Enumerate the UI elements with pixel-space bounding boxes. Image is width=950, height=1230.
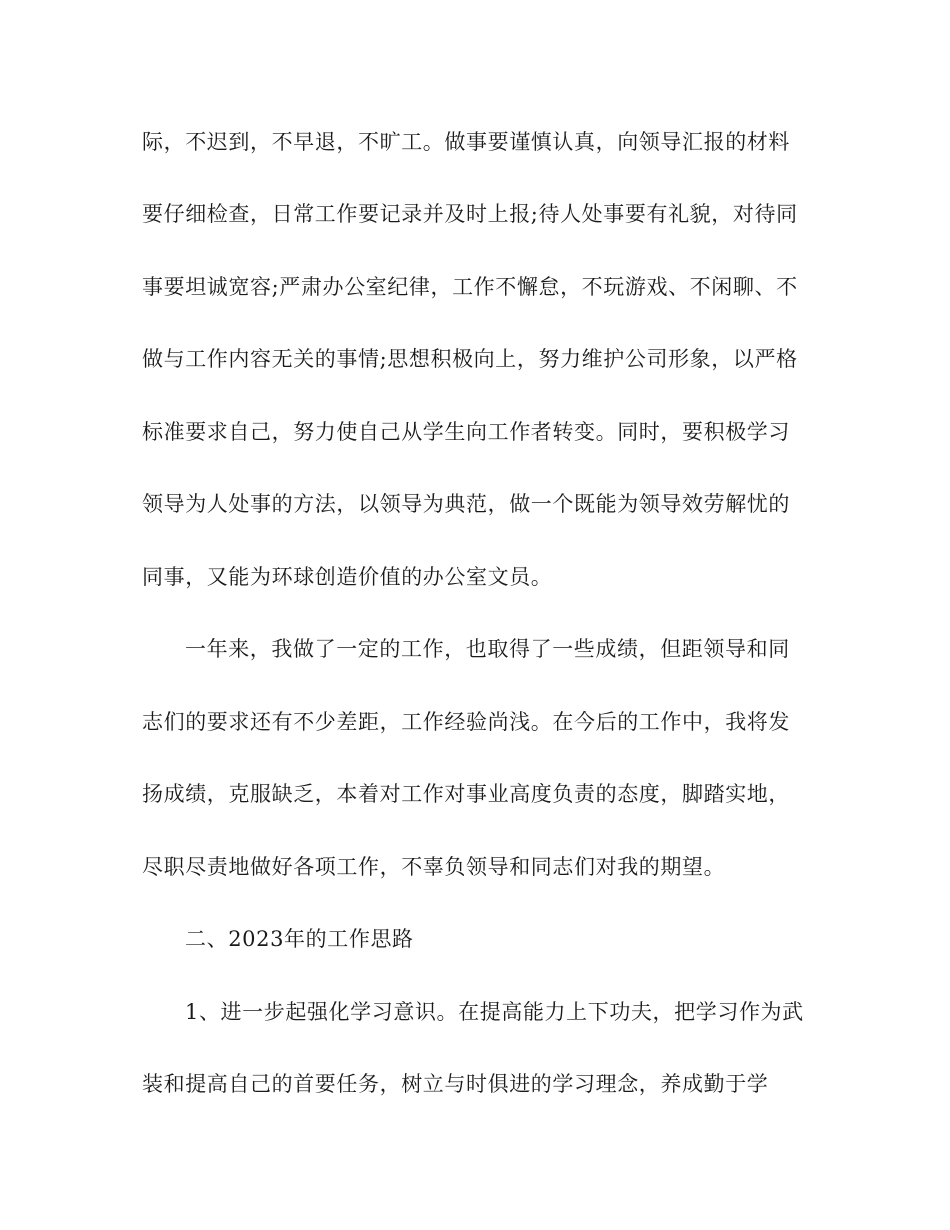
text-line: 领导为人处事的方法，以领导为典范，做一个既能为领导效劳解忧的 — [142, 492, 790, 516]
paragraph-first-line: 1、进一步起强化学习意识。在提高能力上下功夫，把学习作为武 — [185, 1000, 804, 1024]
text-line: 同事，又能为环球创造价值的办公室文员。 — [142, 565, 553, 589]
text-line: 装和提高自己的首要任务，树立与时俱进的学习理念，养成勤于学 — [142, 1072, 769, 1096]
section-heading: 二、2023年的工作思路 — [185, 927, 414, 951]
text-line: 要仔细检查，日常工作要记录并及时上报;待人处事要有礼貌，对待同 — [142, 202, 798, 226]
text-line: 扬成绩，克服缺乏，本着对工作对事业高度负责的态度，脚踏实地， — [142, 782, 790, 806]
text-line: 标准要求自己，努力使自己从学生向工作者转变。同时，要积极学习 — [142, 420, 790, 444]
text-line: 尽职尽责地做好各项工作，不辜负领导和同志们对我的期望。 — [142, 855, 726, 879]
text-line: 事要坦诚宽容;严肃办公室纪律，工作不懈怠，不玩游戏、不闲聊、不 — [142, 275, 798, 299]
paragraph-first-line: 一年来，我做了一定的工作，也取得了一些成绩，但距领导和同 — [185, 637, 790, 661]
text-line: 做与工作内容无关的事情;思想积极向上，努力维护公司形象，以严格 — [142, 347, 798, 371]
text-line: 志们的要求还有不少差距，工作经验尚浅。在今后的工作中，我将发 — [142, 710, 790, 734]
text-line: 际，不迟到，不早退，不旷工。做事要谨慎认真，向领导汇报的材料 — [142, 130, 790, 154]
